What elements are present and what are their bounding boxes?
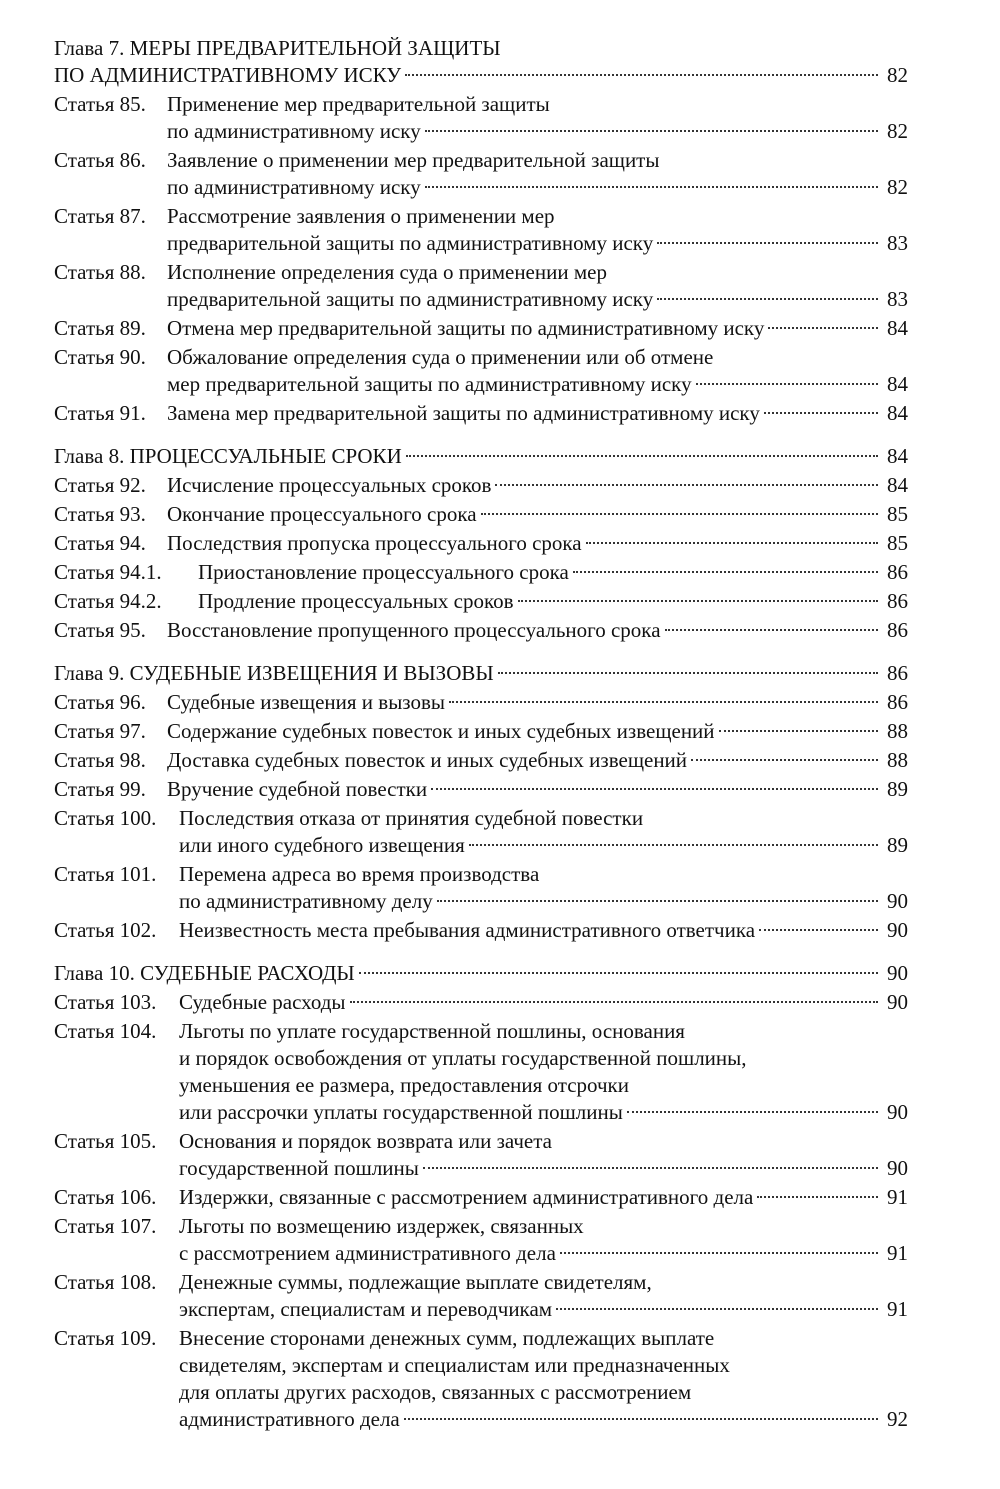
article-title-line: и порядок освобождения от уплаты государственной пошлины, [179,1046,747,1070]
article-title [179,1269,908,1323]
article-title-last-line [179,1406,908,1433]
article-title [179,805,908,859]
article-title [179,861,908,915]
page-number: 84 [887,372,908,396]
article-title [167,689,908,716]
page-number: 88 [887,748,908,772]
article-title-last-line [167,718,908,745]
article-title-text: с рассмотрением административного дела [179,1241,556,1265]
dot-leader [768,327,878,329]
article-label: Статья 102. [54,918,157,942]
article-label: Статья 94. [54,531,146,555]
page-number: 84 [887,444,908,468]
article-title [167,147,908,201]
page-number: 91 [887,1241,908,1265]
article-title [167,747,908,774]
article-title [179,1018,908,1126]
page-number: 82 [887,175,908,199]
article-title-text: по административному делу [179,889,433,913]
article-title-last-line [179,917,908,944]
toc-entry [54,989,908,1016]
article-label: Статья 103. [54,990,157,1014]
dot-leader [759,929,878,931]
article-title [167,315,908,342]
chapter-section [54,443,908,644]
article-title-text: мер предварительной защиты по административному иску [167,372,692,396]
article-title [167,776,908,803]
chapter-title-last-line [54,443,908,470]
toc-entry [54,617,908,644]
toc-entry [54,91,908,145]
page-number: 82 [887,63,908,87]
article-title-last-line [167,689,908,716]
toc-entry [54,344,908,398]
chapter-section [54,960,908,1433]
article-title [167,501,908,528]
article-title-last-line [179,888,908,915]
article-title [167,472,908,499]
article-label: Статья 106. [54,1185,157,1209]
toc-entry [54,259,908,313]
article-title-text: экспертам, специалистам и переводчикам [179,1297,553,1321]
page-number: 92 [887,1407,908,1431]
article-title-text: Окончание процессуального срока [167,502,477,526]
dot-leader [691,759,878,761]
dot-leader [757,1196,878,1198]
dot-leader [425,130,878,132]
toc-entry [54,203,908,257]
article-title-last-line [167,617,908,644]
article-title-text: предварительной защиты по административному иску [167,231,654,255]
page-number: 90 [887,1100,908,1124]
article-title-line: Обжалование определения суда о применении или об отмене [167,345,714,369]
article-label: Статья 98. [54,748,146,772]
article-label: Статья 89. [54,316,146,340]
page-number: 90 [887,961,908,985]
article-title [198,559,908,586]
article-title [179,989,908,1016]
article-title [179,1213,908,1267]
dot-leader [518,600,878,602]
article-title [167,617,908,644]
article-title [179,1128,908,1182]
article-label: Статья 97. [54,719,146,743]
page-number: 89 [887,777,908,801]
page-number: 84 [887,401,908,425]
toc-entry [54,400,908,427]
page-number: 91 [887,1185,908,1209]
chapter-title [54,35,908,89]
chapter-title-last-line [54,660,908,687]
page-number: 85 [887,531,908,555]
article-title-line: Применение мер предварительной защиты [167,92,550,116]
page-number: 88 [887,719,908,743]
article-title-last-line [179,832,908,859]
article-label: Статья 86. [54,148,146,172]
dot-leader [573,571,878,573]
article-title-last-line [167,371,908,398]
article-title-text: или иного судебного извещения [179,833,465,857]
chapter-title-text: ПО АДМИНИСТРАТИВНОМУ ИСКУ [54,63,402,87]
page-number: 86 [887,589,908,613]
article-title [167,91,908,145]
article-title-text: Приостановление процессуального срока [198,560,569,584]
dot-leader [657,242,878,244]
dot-leader [719,730,878,732]
article-title-last-line [167,400,908,427]
article-title-text: или рассрочки уплаты государственной пошлины [179,1100,623,1124]
article-label: Статья 96. [54,690,146,714]
toc-entry [54,501,908,528]
article-title-text: по административному иску [167,119,421,143]
article-title [167,259,908,313]
toc-entry [54,1128,908,1182]
article-title-line: Перемена адреса во время производства [179,862,540,886]
page-number: 83 [887,287,908,311]
dot-leader [423,1167,878,1169]
article-title-text: Продление процессуальных сроков [198,589,514,613]
article-title [179,917,908,944]
article-title-last-line [179,989,908,1016]
article-title-last-line [167,747,908,774]
article-label: Статья 91. [54,401,146,425]
article-label: Статья 88. [54,260,146,284]
toc-entry [54,1213,908,1267]
page-number: 90 [887,990,908,1014]
article-title-line: Льготы по возмещению издержек, связанных [179,1214,584,1238]
toc-entry [54,530,908,557]
dot-leader [359,972,878,974]
article-label: Статья 93. [54,502,146,526]
article-title-line: Рассмотрение заявления о применении мер [167,204,555,228]
article-title-line: Льготы по уплате государственной пошлины, основания [179,1019,685,1043]
page-number: 85 [887,502,908,526]
article-label: Статья 107. [54,1214,157,1238]
dot-leader [764,412,878,414]
dot-leader [481,513,878,515]
article-title-text: Судебные расходы [179,990,346,1014]
article-title-last-line [179,1184,908,1211]
article-title-line: Денежные суммы, подлежащие выплате свидетелям, [179,1270,652,1294]
article-title-last-line [167,776,908,803]
article-title-text: Замена мер предварительной защиты по административному иску [167,401,760,425]
chapter-title-last-line [54,960,908,987]
article-title-text: Вручение судебной повестки [167,777,428,801]
article-title-last-line [167,230,908,257]
dot-leader [425,186,878,188]
chapter-title [54,660,908,687]
article-title [167,530,908,557]
article-title-line: свидетелям, экспертам и специалистам или предназначенных [179,1353,730,1377]
article-title [167,400,908,427]
article-title-last-line [179,1240,908,1267]
article-title [167,718,908,745]
article-title-last-line [167,472,908,499]
article-title-line: для оплаты других расходов, связанных с рассмотрением [179,1380,692,1404]
dot-leader [405,74,878,76]
page-number: 86 [887,690,908,714]
article-label: Статья 100. [54,806,157,830]
article-title-text: Содержание судебных повесток и иных судебных извещений [167,719,715,743]
article-title-last-line [167,501,908,528]
chapter-title-text: Глава 9. СУДЕБНЫЕ ИЗВЕЩЕНИЯ И ВЫЗОВЫ [54,661,494,685]
article-title-text: предварительной защиты по административному иску [167,287,654,311]
article-label: Статья 87. [54,204,146,228]
dot-leader [495,484,878,486]
toc-entry [54,1018,908,1126]
toc-entry [54,747,908,774]
toc-entry [54,861,908,915]
article-title-last-line [167,174,908,201]
article-title-text: Судебные извещения и вызовы [167,690,446,714]
dot-leader [696,383,878,385]
dot-leader [627,1111,878,1113]
article-title [179,1184,908,1211]
dot-leader [437,900,878,902]
article-title-last-line [167,118,908,145]
article-title-text: Доставка судебных повесток и иных судебных извещений [167,748,688,772]
article-title-text: по административному иску [167,175,421,199]
toc-entry [54,689,908,716]
toc-entry [54,1184,908,1211]
toc-entry [54,147,908,201]
toc-entry [54,805,908,859]
article-title-text: Неизвестность места пребывания административного ответчика [179,918,756,942]
article-title-text: Исчисление процессуальных сроков [167,473,492,497]
article-title-last-line [179,1099,908,1126]
page-number: 86 [887,560,908,584]
article-label: Статья 109. [54,1326,157,1350]
toc-entry [54,776,908,803]
article-title-last-line [198,559,908,586]
dot-leader [449,701,878,703]
chapter-section [54,35,908,427]
toc-entry [54,315,908,342]
article-title-line: Исполнение определения суда о применении мер [167,260,607,284]
chapter-title-last-line [54,62,908,89]
article-label: Статья 94.2. [54,589,162,613]
toc-entry [54,1269,908,1323]
article-title [167,344,908,398]
article-label: Статья 94.1. [54,560,162,584]
toc-entry [54,1325,908,1433]
article-title-last-line [198,588,908,615]
toc-entry [54,588,908,615]
article-title [198,588,908,615]
toc-entry [54,559,908,586]
article-title-last-line [167,315,908,342]
article-title-last-line [167,530,908,557]
chapter-title-text: Глава 8. ПРОЦЕССУАЛЬНЫЕ СРОКИ [54,444,402,468]
page-number: 90 [887,1156,908,1180]
article-label: Статья 99. [54,777,146,801]
toc-entry [54,917,908,944]
page-number: 86 [887,618,908,642]
page-number: 84 [887,473,908,497]
dot-leader [657,298,878,300]
dot-leader [556,1308,878,1310]
article-title-last-line [179,1155,908,1182]
page-number: 90 [887,889,908,913]
chapter-title [54,960,908,987]
toc-entry [54,472,908,499]
article-title-line: Основания и порядок возврата или зачета [179,1129,552,1153]
article-label: Статья 92. [54,473,146,497]
dot-leader [350,1001,878,1003]
article-title-line: уменьшения ее размера, предоставления отсрочки [179,1073,629,1097]
dot-leader [560,1252,878,1254]
article-title-line: Заявление о применении мер предварительной защиты [167,148,660,172]
article-label: Статья 108. [54,1270,157,1294]
dot-leader [406,455,878,457]
dot-leader [469,844,878,846]
page-number: 90 [887,918,908,942]
chapter-title [54,443,908,470]
article-title-line: Последствия отказа от принятия судебной повестки [179,806,644,830]
article-title-text: Издержки, связанные с рассмотрением административного дела [179,1185,754,1209]
toc-entry [54,718,908,745]
dot-leader [586,542,878,544]
dot-leader [498,672,878,674]
article-label: Статья 90. [54,345,146,369]
page-number: 91 [887,1297,908,1321]
article-label: Статья 105. [54,1129,157,1153]
article-label: Статья 104. [54,1019,157,1043]
article-title-text: Последствия пропуска процессуального срока [167,531,582,555]
dot-leader [404,1418,878,1420]
article-title-text: государственной пошлины [179,1156,419,1180]
page-number: 82 [887,119,908,143]
article-label: Статья 95. [54,618,146,642]
chapter-section [54,660,908,944]
dot-leader [665,629,878,631]
chapter-title-text: Глава 10. СУДЕБНЫЕ РАСХОДЫ [54,961,355,985]
article-title-text: Отмена мер предварительной защиты по административному иску [167,316,765,340]
page-number: 89 [887,833,908,857]
article-label: Статья 85. [54,92,146,116]
article-title [179,1325,908,1433]
article-title-text: Восстановление пропущенного процессуального срока [167,618,661,642]
article-title-line: Внесение сторонами денежных сумм, подлежащих выплате [179,1326,715,1350]
chapter-title-line: Глава 7. МЕРЫ ПРЕДВАРИТЕЛЬНОЙ ЗАЩИТЫ [54,36,501,60]
article-title-text: административного дела [179,1407,400,1431]
page-number: 84 [887,316,908,340]
article-title-last-line [179,1296,908,1323]
article-label: Статья 101. [54,862,157,886]
dot-leader [431,788,878,790]
page-number: 83 [887,231,908,255]
article-title [167,203,908,257]
page-number: 86 [887,661,908,685]
article-title-last-line [167,286,908,313]
